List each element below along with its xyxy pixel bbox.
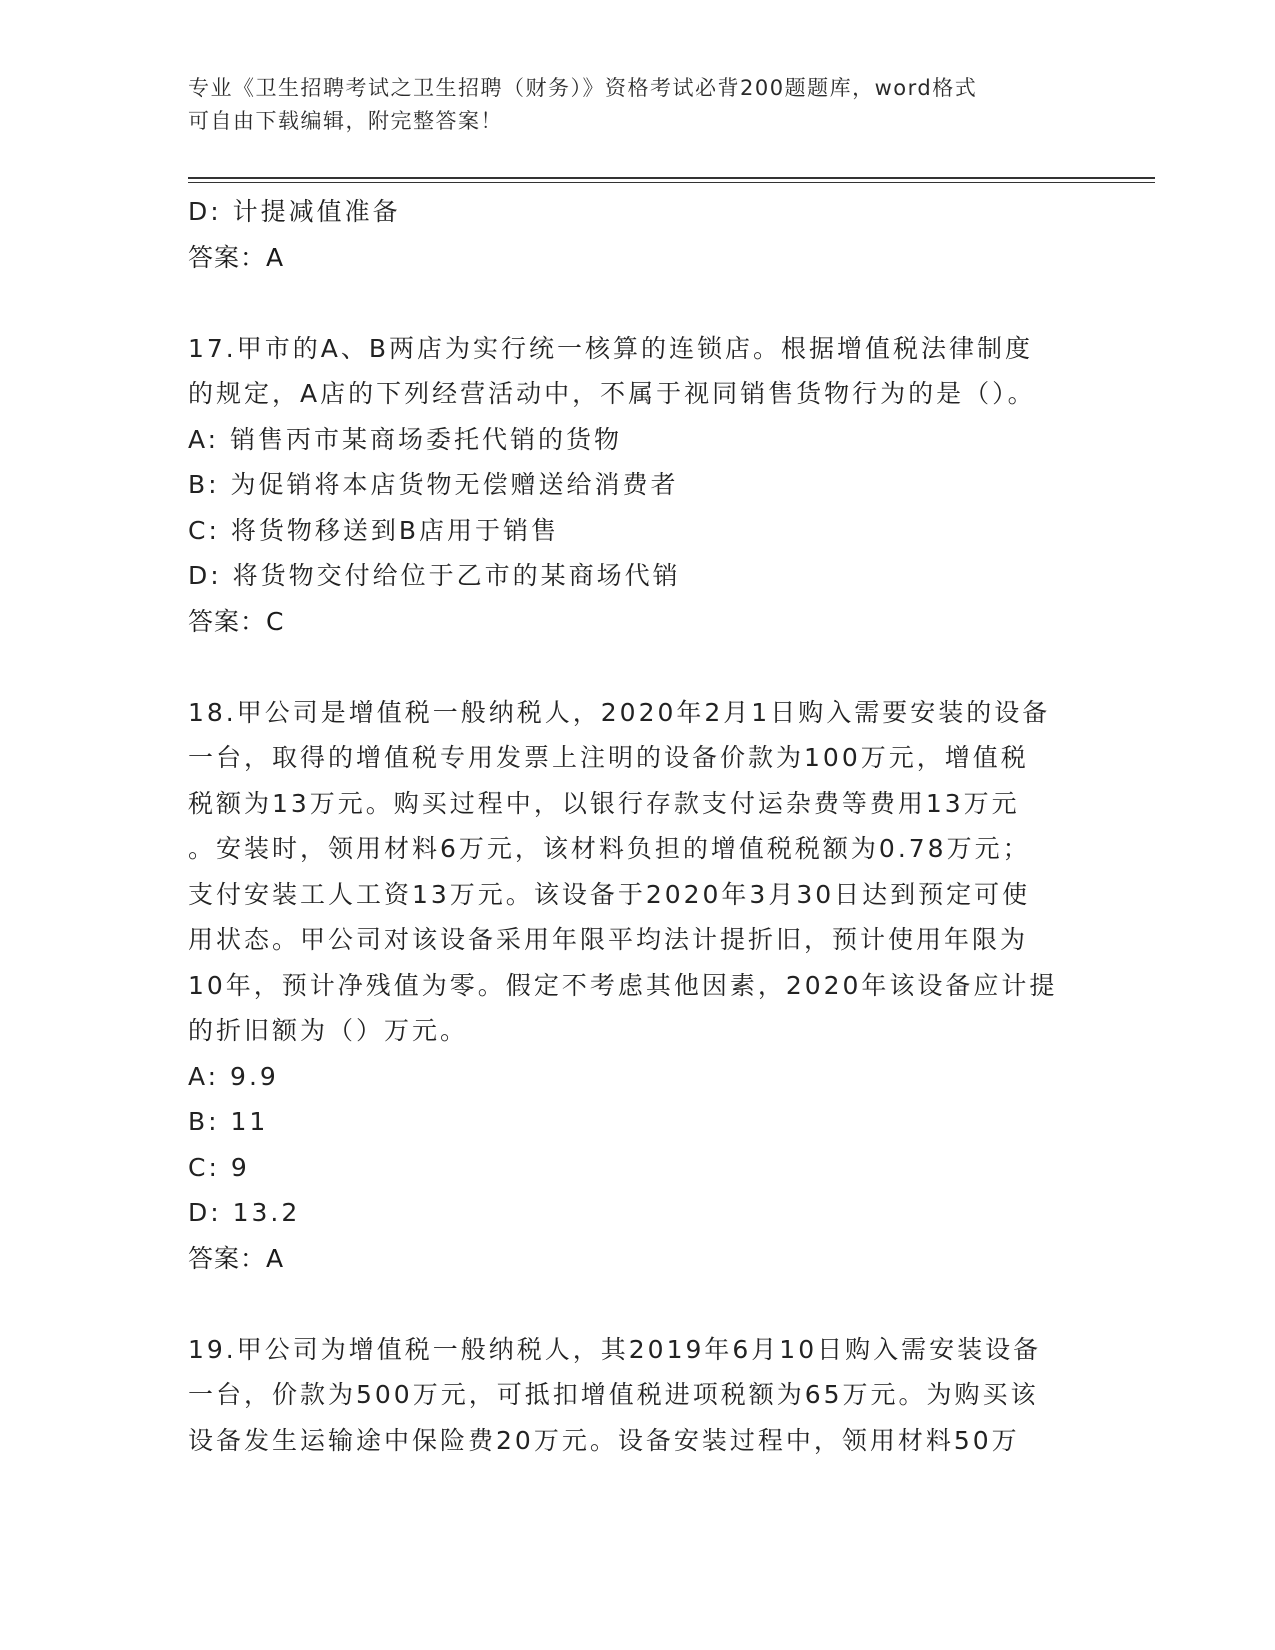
question-stem-line: 的折旧额为（）万元。	[188, 1016, 469, 1045]
question-stem-line: 18.甲公司是增值税一般纳税人，2020年2月1日购入需要安装的设备	[188, 697, 1051, 727]
question-stem-line: 税额为13万元。购买过程中，以银行存款支付运杂费等费用13万元	[188, 788, 1020, 818]
question-stem-line: 10年，预计净残值为零。假定不考虑其他因素，2020年该设备应计提	[188, 970, 1058, 1000]
question-stem-line: 的规定，A店的下列经营活动中，不属于视同销售货物行为的是（）。	[188, 379, 1036, 408]
option-b: B: 为促销将本店货物无偿赠送给消费者	[188, 470, 679, 499]
question-stem-line: 支付安装工人工资13万元。该设备于2020年3月30日达到预定可使	[188, 879, 1031, 909]
question-16-tail	[188, 189, 1088, 280]
answer: 答案：C	[188, 606, 285, 636]
option-b: B: 11	[188, 1107, 269, 1136]
answer: 答案：A	[188, 242, 285, 272]
header-line-1: 专业《卫生招聘考试之卫生招聘（财务）》资格考试必背200题题库，word格式	[188, 76, 978, 100]
spacer	[188, 644, 1088, 690]
question-stem-line: 。安装时，领用材料6万元，该材料负担的增值税税额为0.78万元；	[188, 834, 1031, 863]
header-rule-thin	[188, 182, 1155, 183]
question-stem-line: 设备发生运输途中保险费20万元。设备安装过程中，领用材料50万	[188, 1425, 1020, 1455]
option-d: D: 将货物交付给位于乙市的某商场代销	[188, 561, 681, 590]
option-c: C: 将货物移送到B店用于销售	[188, 515, 559, 545]
option-c: C: 9	[188, 1152, 250, 1182]
question-19	[188, 1327, 1088, 1464]
question-stem-line: 一台，价款为500万元，可抵扣增值税进项税额为65万元。为购买该	[188, 1380, 1039, 1409]
question-stem-line: 一台，取得的增值税专用发票上注明的设备价款为100万元，增值税	[188, 743, 1029, 772]
question-stem-line: 17.甲市的A、B两店为实行统一核算的连锁店。根据增值税法律制度	[188, 333, 1034, 363]
option-a: A: 销售丙市某商场委托代销的货物	[188, 424, 623, 454]
option-d: D: 计提减值准备	[188, 197, 401, 226]
question-stem-line: 19.甲公司为增值税一般纳税人，其2019年6月10日购入需安装设备	[188, 1334, 1042, 1364]
answer: 答案：A	[188, 1243, 285, 1273]
question-content	[188, 189, 1088, 1463]
page-header	[188, 72, 1068, 138]
question-stem-line: 用状态。甲公司对该设备采用年限平均法计提折旧，预计使用年限为	[188, 925, 1029, 954]
question-17	[188, 326, 1088, 645]
spacer	[188, 1281, 1088, 1327]
option-d: D: 13.2	[188, 1198, 301, 1227]
header-rule-thick	[188, 177, 1155, 179]
question-18	[188, 690, 1088, 1282]
spacer	[188, 280, 1088, 326]
header-line-2: 可自由下载编辑，附完整答案！	[188, 109, 503, 133]
option-a: A: 9.9	[188, 1061, 279, 1091]
